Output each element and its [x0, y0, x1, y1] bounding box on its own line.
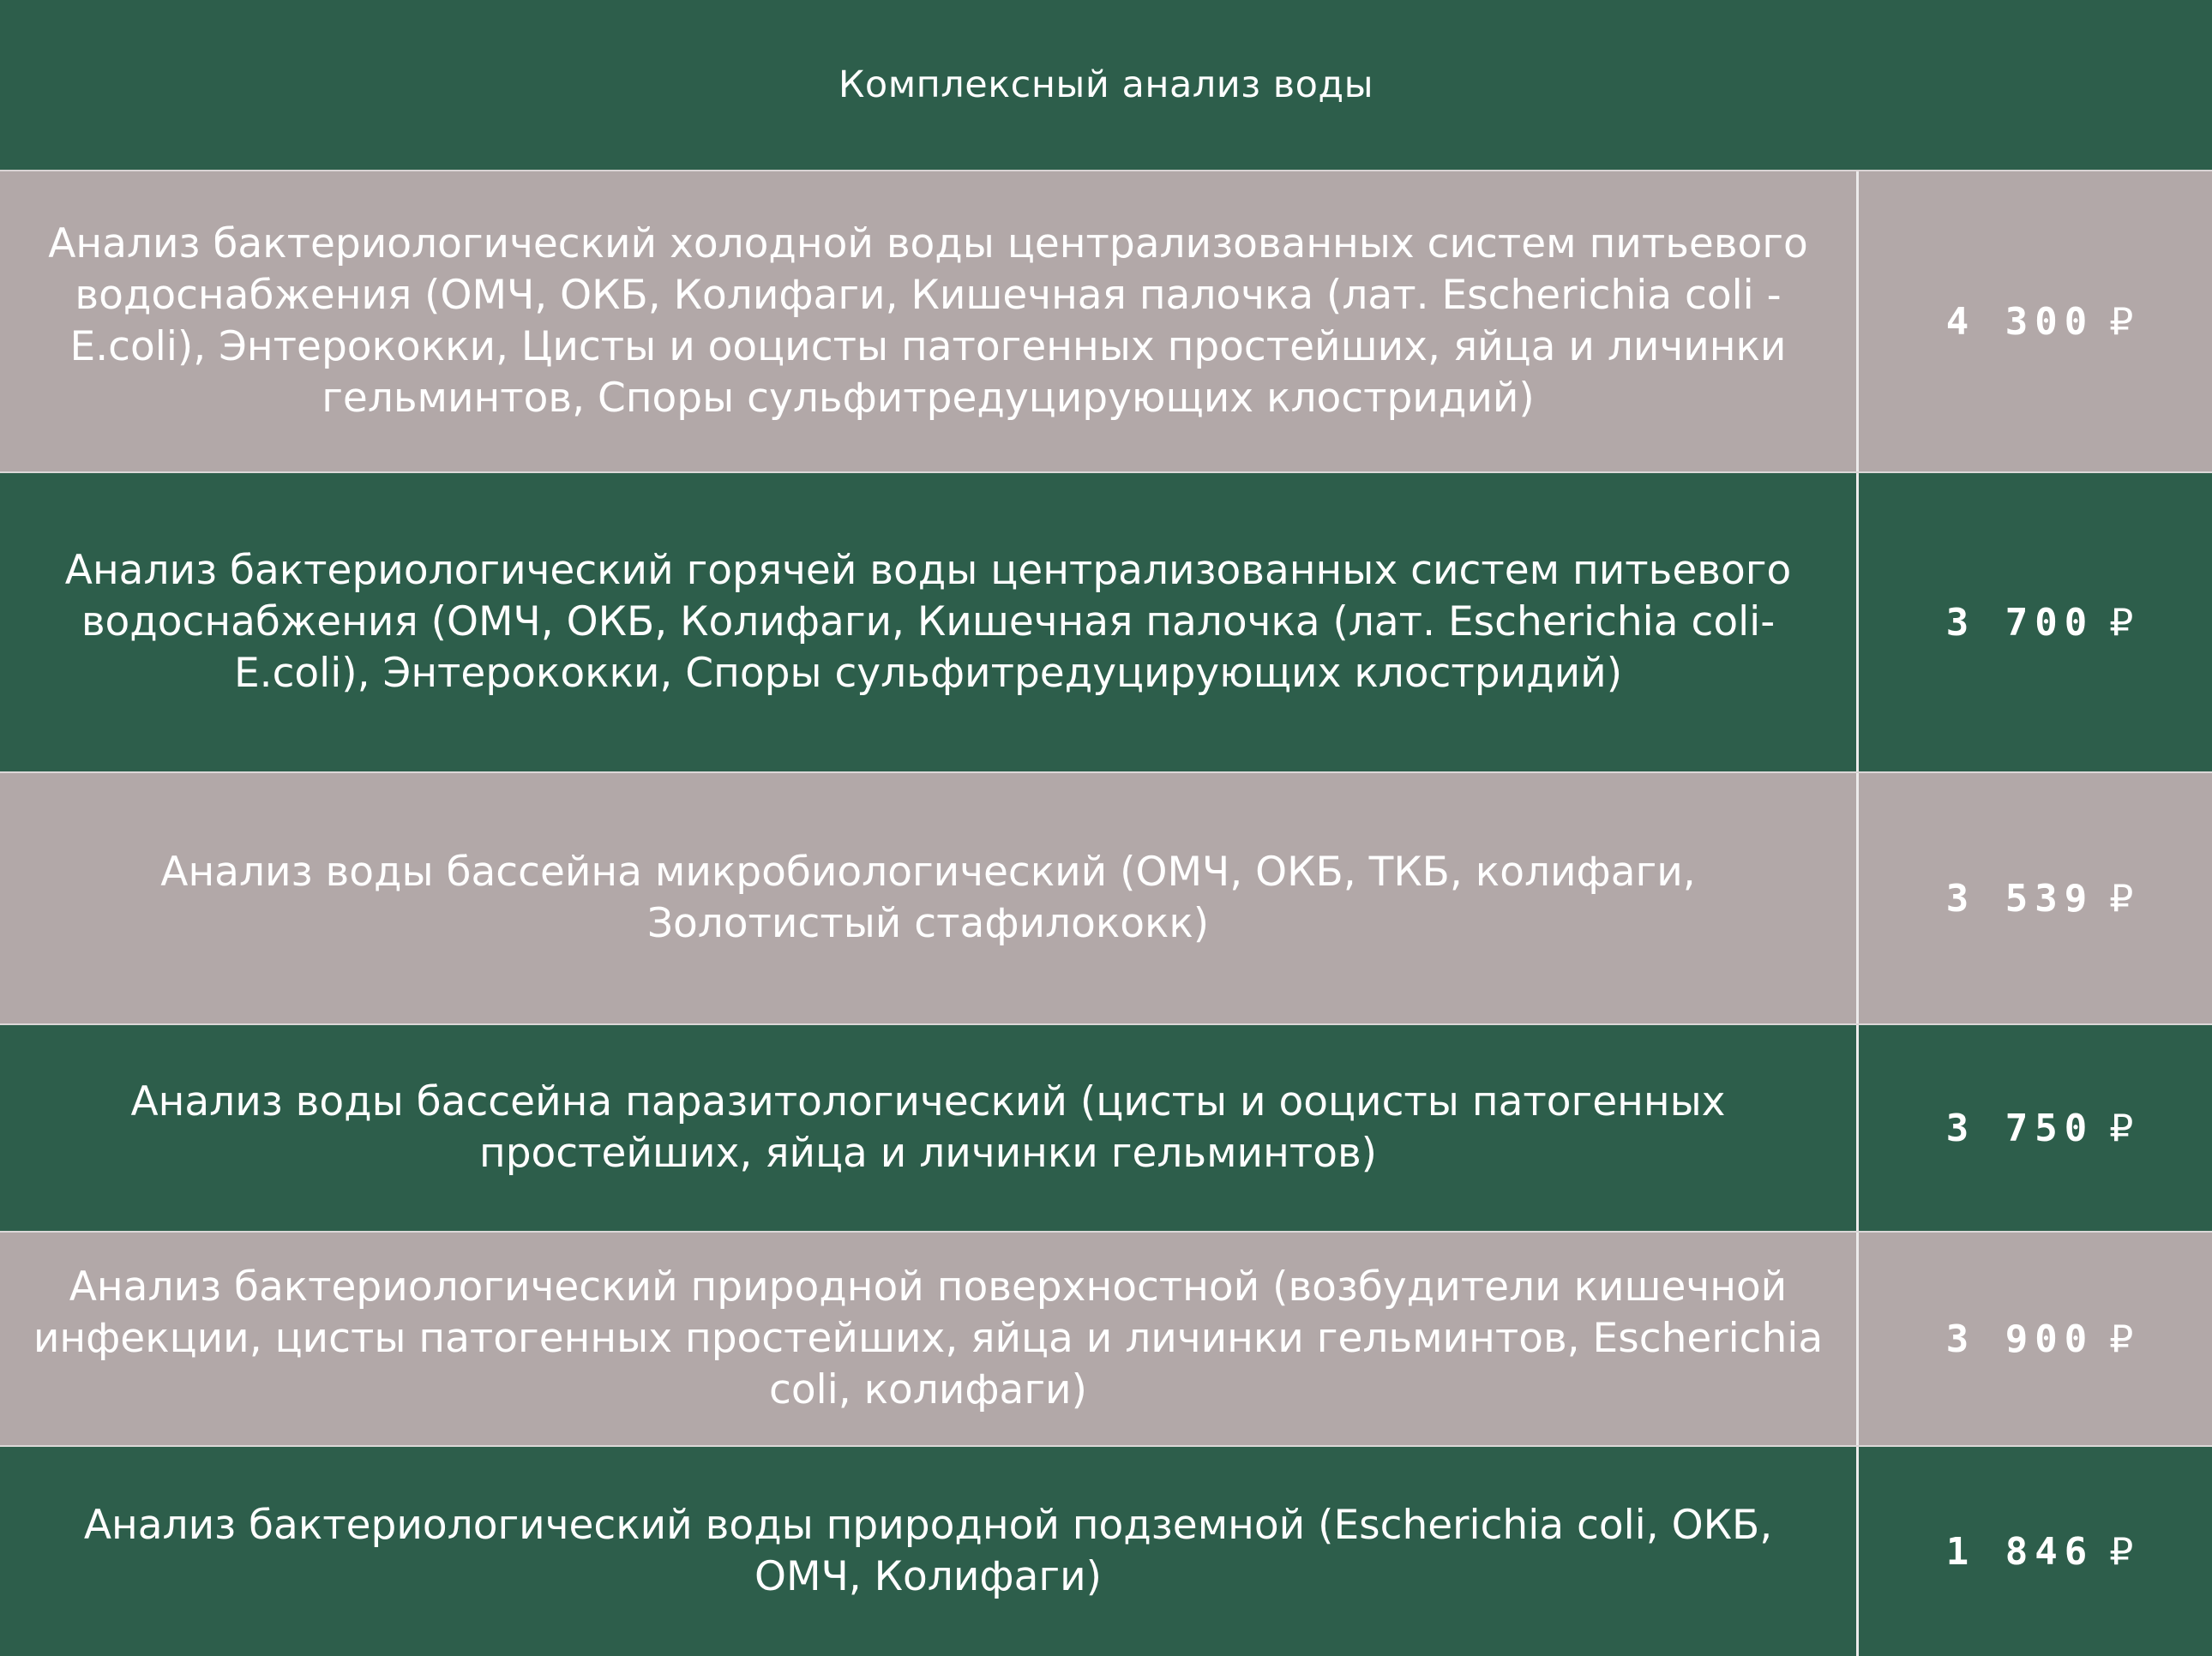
price-value: 3 539 — [1945, 876, 2095, 921]
service-description: Анализ бактериологический холодной воды централизованных систем питьевого водоснабжения (ОМЧ, ОКБ, Колифаги, Кишечная палочка (лат. Escherichia coli - E.coli), Энтерококки, Цисты и ооцисты патогенных простейших, яйца и личинки гельминтов, Споры сульфитредуцирующих клостридий) — [0, 171, 1859, 471]
price-value: 3 700 — [1945, 600, 2095, 645]
price-value: 3 750 — [1945, 1106, 2095, 1150]
ruble-sign: ₽ — [2109, 1317, 2134, 1361]
table-row — [0, 1025, 2212, 1233]
table-header — [0, 0, 2212, 171]
service-description: Анализ бактериологический природной поверхностной (возбудители кишечной инфекции, цисты патогенных простейших, яйца и личинки гельминтов, Escherichia coli, колифаги) — [0, 1233, 1859, 1445]
ruble-sign: ₽ — [2109, 1529, 2134, 1574]
service-price — [1859, 1447, 2212, 1656]
table-row — [0, 171, 2212, 473]
ruble-sign: ₽ — [2109, 1106, 2134, 1150]
table-row — [0, 473, 2212, 773]
price-value: 3 900 — [1945, 1317, 2095, 1361]
service-description: Анализ воды бассейна паразитологический (цисты и ооцисты патогенных простейших, яйца и личинки гельминтов) — [0, 1025, 1859, 1231]
service-description: Анализ воды бассейна микробиологический (ОМЧ, ОКБ, ТКБ, колифаги, Золотистый стафилококк) — [0, 773, 1859, 1023]
service-price — [1859, 773, 2212, 1023]
service-price — [1859, 1025, 2212, 1231]
table-row — [0, 1233, 2212, 1447]
service-description: Анализ бактериологический воды природной подземной (Escherichia coli, ОКБ, ОМЧ, Колифаги) — [0, 1447, 1859, 1656]
service-price — [1859, 1233, 2212, 1445]
table-row — [0, 773, 2212, 1025]
table-title: Комплексный анализ воды — [838, 63, 1374, 106]
ruble-sign: ₽ — [2109, 600, 2134, 645]
price-value: 4 300 — [1945, 299, 2095, 344]
table-row — [0, 1447, 2212, 1656]
ruble-sign: ₽ — [2109, 876, 2134, 921]
service-description: Анализ бактериологический горячей воды централизованных систем питьевого водоснабжения (ОМЧ, ОКБ, Колифаги, Кишечная палочка (лат. Escherichia coli- E.coli), Энтерококки, Споры сульфитредуцирующих клостридий) — [0, 473, 1859, 771]
service-price — [1859, 171, 2212, 471]
service-price — [1859, 473, 2212, 771]
price-value: 1 846 — [1945, 1529, 2095, 1574]
ruble-sign: ₽ — [2109, 299, 2134, 344]
